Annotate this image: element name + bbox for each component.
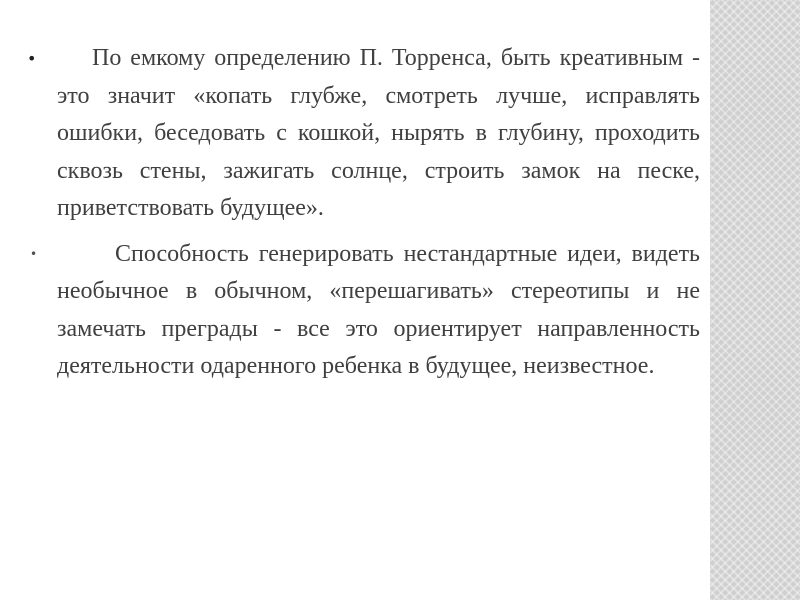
bullet-item-torrance	[20, 40, 700, 228]
slide-content	[20, 40, 700, 394]
bullet-text-content: Способность генерировать нестандартные идеи, видеть необычное в обычном, «перешагивать» стереотипы и не замечать преграды - все это ориентирует направленность деятельности одаренного ребенка в будущее, неизвестное.	[57, 240, 700, 379]
bullet-text	[57, 40, 700, 228]
bullet-text-content: По емкому определению П. Торренса, быть креативным - это значит «копать глубже, смотреть лучше, исправлять ошибки, беседовать с кошкой, нырять в глубину, проходить сквозь стены, зажигать солнце, строить замок на песке, приветствовать будущее».	[57, 45, 700, 221]
bullet-item-ability	[20, 236, 700, 386]
decorative-side-strip	[710, 0, 800, 600]
bullet-icon: •	[30, 246, 38, 261]
bullet-icon: •	[27, 49, 37, 68]
bullet-text	[57, 236, 700, 386]
